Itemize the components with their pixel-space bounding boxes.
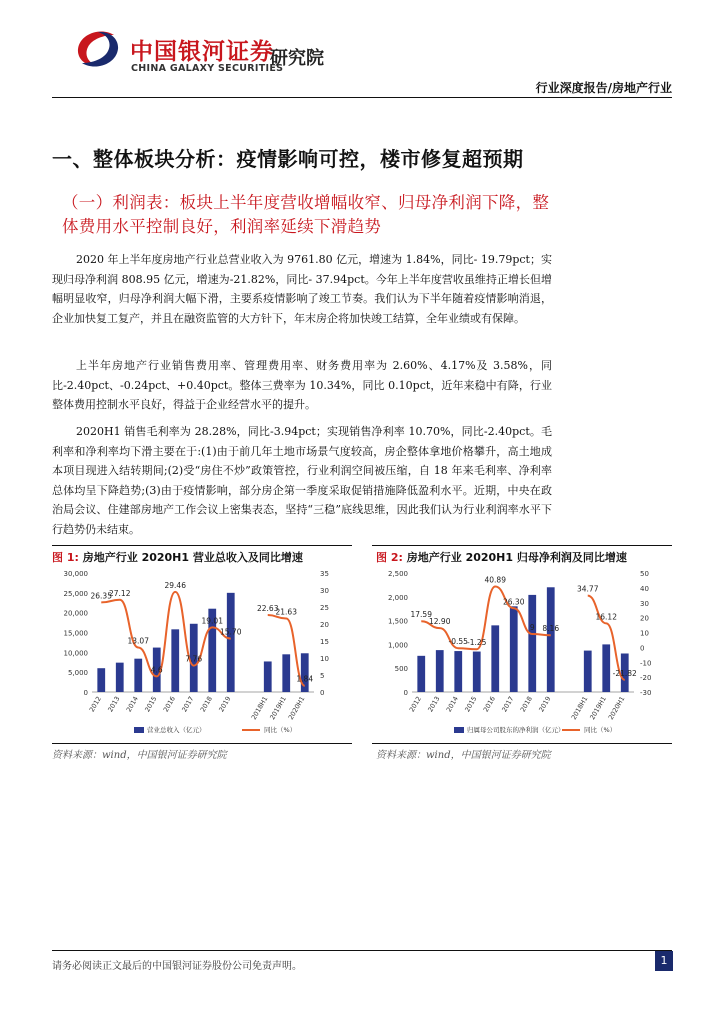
growth-data-label: 9 — [529, 622, 535, 632]
growth-data-label: 1.84 — [296, 674, 314, 684]
bar — [134, 659, 142, 692]
legend-line-label: 同比（%） — [584, 726, 617, 734]
bar — [528, 595, 536, 692]
figure1-top-rule — [52, 545, 352, 546]
growth-data-label: -1.25 — [467, 638, 487, 648]
bar — [547, 587, 555, 692]
y-right-tick-label: 25 — [320, 604, 329, 612]
x-tick-label: 2018 — [198, 695, 214, 714]
figure2-title — [376, 549, 627, 565]
y-left-tick-label: 25,000 — [63, 589, 88, 598]
bar — [436, 650, 444, 692]
growth-data-label: -21.82 — [612, 668, 637, 678]
figure2-source: 资料来源：wind，中国银河证券研究院 — [376, 750, 551, 761]
legend-bar-label: 归属母公司股东的净利润（亿元） — [467, 726, 565, 734]
bar — [227, 593, 235, 692]
bar — [602, 644, 610, 692]
y-left-tick-label: 2,000 — [387, 593, 408, 602]
y-right-tick-label: 40 — [640, 584, 649, 593]
legend-bar-swatch — [134, 727, 144, 733]
y-left-tick-label: 0 — [83, 689, 88, 697]
x-tick-label: 2013 — [106, 695, 122, 714]
y-right-tick-label: 0 — [640, 644, 645, 653]
growth-data-label: 13.07 — [127, 636, 149, 646]
bar — [264, 661, 272, 692]
growth-data-label: 26.35 — [90, 591, 112, 601]
y-right-tick-label: -20 — [640, 674, 652, 683]
x-tick-label: 2014 — [444, 695, 460, 714]
x-tick-label: 2017 — [500, 695, 516, 714]
y-right-tick-label: 10 — [320, 655, 329, 663]
y-left-tick-label: 1,000 — [387, 641, 408, 650]
paragraph-revenue: 2020 年上半年度房地产行业总营业收入为 9761.80 亿元，增速为 1.84%，同比- 19.79pct；实现归母净利润 808.95 亿元，增速为-21.82%，同比- 37.94pct。今年上半年度营收虽维持正增长但增幅明显收窄，归母净利润大幅下滑，主要系疫情影响了竣工节奏。我们认为下半年随着疫情影响消退，企业加快复工复产，并且在融资监管的大方针下，年末房企将加快竣工结算，全年业绩或有保障。 — [52, 253, 552, 325]
growth-data-label: 21.63 — [275, 607, 297, 617]
x-tick-label: 2012 — [407, 695, 423, 714]
y-left-tick-label: 10,000 — [63, 649, 88, 658]
x-tick-label: 2016 — [481, 695, 497, 714]
y-left-tick-label: 1,500 — [387, 617, 408, 626]
subsection-title: （一）利润表：板块上半年度营收增幅收窄、归母净利润下降，整体费用水平控制良好，利润率延续下滑趋势 — [62, 193, 550, 236]
figure2-caption: 房地产行业 2020H1 归母净利润及同比增速 — [406, 551, 627, 564]
y-right-tick-label: -10 — [640, 659, 652, 668]
figure2-label: 图 2: — [376, 551, 403, 564]
growth-data-label: 16.12 — [595, 612, 617, 622]
y-left-tick-label: 0 — [403, 689, 408, 697]
bar — [491, 625, 499, 692]
growth-data-label: 19.01 — [201, 616, 223, 626]
figure1-caption: 房地产行业 2020H1 营业总收入及同比增速 — [82, 551, 303, 564]
figure1-source: 资料来源：wind，中国银河证券研究院 — [52, 750, 227, 761]
figure2-chart — [372, 565, 672, 743]
x-tick-label: 2012 — [87, 695, 103, 714]
growth-data-label: 26.30 — [503, 597, 525, 607]
x-tick-label: 2015 — [143, 695, 159, 714]
x-tick-label: 2019H1 — [588, 695, 608, 722]
x-tick-label: 2016 — [161, 695, 177, 714]
y-right-tick-label: 0 — [320, 689, 325, 697]
growth-data-label: 8.16 — [542, 624, 560, 634]
page-number: 1 — [655, 951, 673, 971]
y-right-tick-label: 30 — [640, 599, 649, 608]
figure2-bottom-rule — [372, 743, 672, 744]
company-name-en: CHINA GALAXY SECURITIES — [131, 63, 284, 74]
y-left-tick-label: 30,000 — [63, 570, 88, 578]
x-tick-label: 2014 — [124, 695, 140, 714]
growth-data-label: 17.59 — [410, 610, 432, 620]
legend-bar-label: 营业总收入（亿元） — [147, 726, 206, 734]
footer-disclaimer: 请务必阅读正文最后的中国银河证券股份公司免责声明。 — [52, 961, 302, 972]
growth-data-label: 15.70 — [220, 627, 242, 637]
y-right-tick-label: 30 — [320, 587, 329, 595]
bar — [97, 668, 105, 692]
company-name-cn: 中国银河证券 — [130, 39, 274, 65]
y-left-tick-label: 2,500 — [387, 570, 408, 578]
legend-bar-swatch — [454, 727, 464, 733]
x-tick-label: 2019H1 — [268, 695, 288, 722]
y-left-tick-label: 15,000 — [63, 629, 88, 638]
x-tick-label: 2019 — [217, 695, 233, 714]
legend-line-label: 同比（%） — [264, 726, 297, 734]
growth-data-label: 27.12 — [109, 588, 131, 598]
y-right-tick-label: 15 — [320, 638, 329, 646]
section-title: 一、整体板块分析：疫情影响可控，楼市修复超预期 — [52, 147, 524, 171]
figure2-top-rule — [372, 545, 672, 546]
x-tick-label: 2015 — [463, 695, 479, 714]
institute-name: 研究院 — [270, 48, 324, 69]
y-left-tick-label: 5,000 — [67, 669, 88, 678]
growth-data-label: 4.6 — [150, 665, 163, 675]
figure1-chart — [52, 565, 352, 743]
bar — [282, 654, 290, 692]
growth-data-label: 12.90 — [429, 617, 451, 627]
x-tick-label: 2019 — [537, 695, 553, 714]
bar — [171, 629, 179, 692]
y-right-tick-label: 50 — [640, 570, 649, 578]
growth-data-label: 22.63 — [257, 604, 279, 614]
footer-divider — [52, 950, 672, 951]
figure1-title — [52, 549, 303, 565]
figure1-bottom-rule — [52, 743, 352, 744]
growth-data-label: 34.77 — [577, 584, 599, 594]
report-type: 行业深度报告/房地产行业 — [535, 81, 672, 95]
y-right-tick-label: 20 — [640, 614, 649, 623]
growth-data-label: 40.89 — [484, 575, 506, 585]
bar — [454, 651, 462, 692]
bar — [417, 656, 425, 692]
bar — [584, 651, 592, 692]
growth-data-label: 29.46 — [164, 580, 186, 590]
bar — [473, 652, 481, 692]
x-tick-label: 2020H1 — [606, 695, 627, 722]
paragraph-margins: 2020H1 销售毛利率为 28.28%，同比-3.94pct；实现销售净利率 10.70%，同比-2.40pct。毛利率和净利率均下滑主要在于:(1)由于前几年土地市场景气度较高，房企整体拿地价格攀升，高土地成本项目现进入结转期间;(2)受“房住不炒”政策管控，行业利润空间被压缩，自 18 年来毛利率、净利率总体均呈下降趋势;(3)由于疫情影响，部分房企第一季度采取促销措施降低盈利水平。近期，中央在政治局会议、住建部房地产工作会议上密集表态，坚持“三稳”底线思维，因此我们认为行业利润率水平下行趋势仍未结束。 — [52, 425, 552, 536]
x-tick-label: 2018H1 — [569, 695, 590, 722]
y-right-tick-label: 5 — [320, 672, 325, 680]
x-tick-label: 2013 — [426, 695, 442, 714]
x-tick-label: 2018 — [518, 695, 534, 714]
growth-data-label: -0.55 — [448, 637, 468, 647]
x-tick-label: 2020H1 — [286, 695, 307, 722]
figure1-label: 图 1: — [52, 551, 79, 564]
header-divider — [52, 97, 672, 98]
y-right-tick-label: 10 — [640, 629, 649, 638]
galaxy-logo-icon — [74, 29, 122, 69]
y-left-tick-label: 500 — [394, 665, 408, 674]
x-tick-label: 2018H1 — [249, 695, 270, 722]
y-right-tick-label: 35 — [320, 570, 329, 578]
bar — [116, 663, 124, 692]
y-right-tick-label: 20 — [320, 621, 329, 629]
x-tick-label: 2017 — [180, 695, 196, 714]
paragraph-expenses: 上半年房地产行业销售费用率、管理费用率、财务费用率为 2.60%、4.17%及 3.58%，同比-2.40pct、-0.24pct、+0.40pct。整体三费率为 10.34%，同比 0.10pct，近年来稳中有降，行业整体费用控制水平良好，得益于企业经营水平的提升。 — [52, 359, 552, 411]
bar — [510, 606, 518, 692]
y-right-tick-label: -30 — [640, 689, 652, 697]
y-left-tick-label: 20,000 — [63, 609, 88, 618]
growth-data-label: 7.76 — [185, 654, 203, 664]
